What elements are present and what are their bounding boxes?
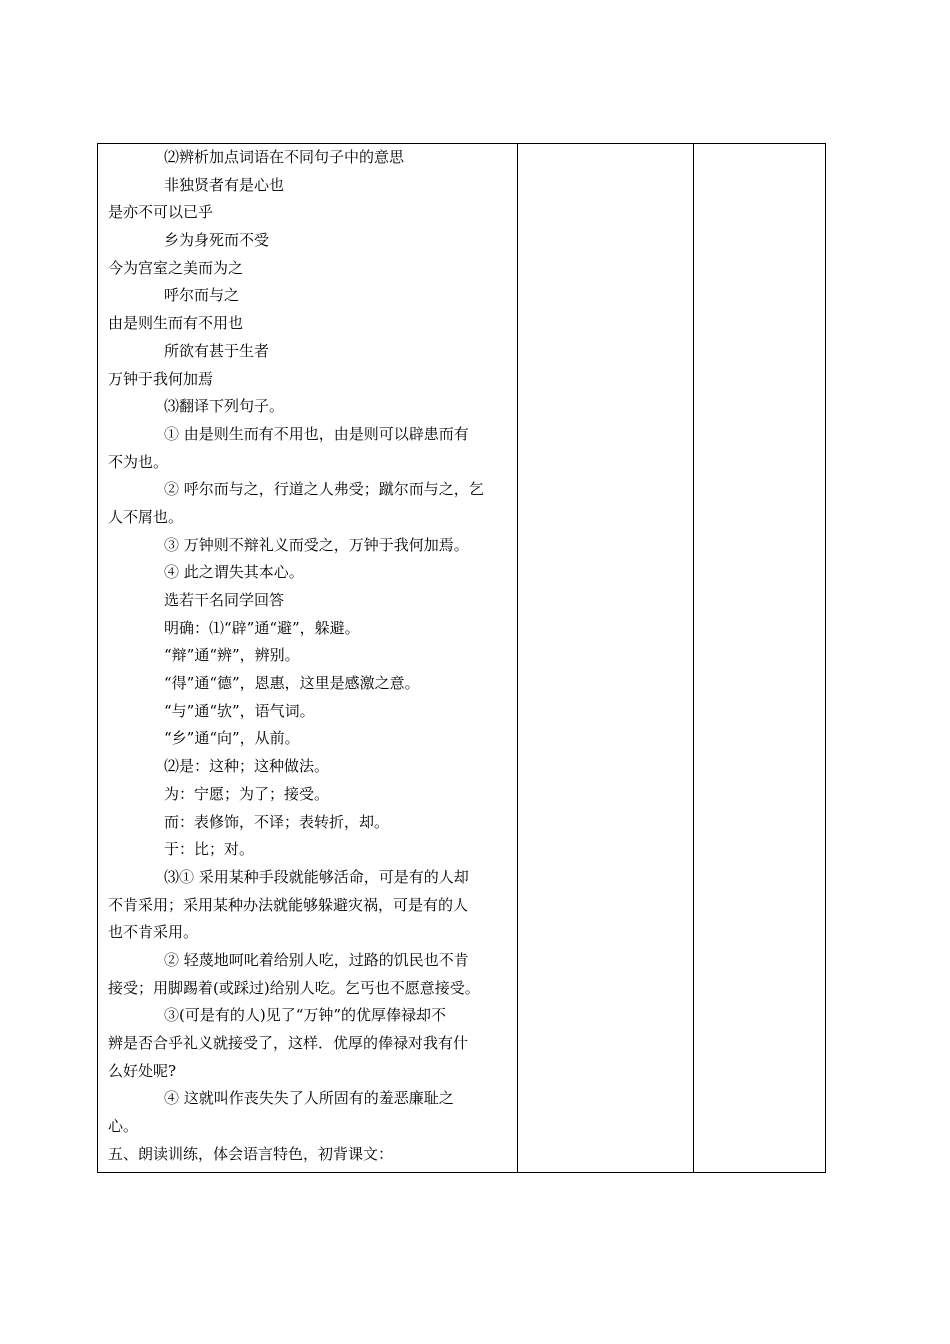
- text-line: 也不肯采用。: [108, 923, 199, 942]
- text-line: 呼尔而与之: [164, 286, 240, 305]
- text-line: ③(可是有的人)见了“万钟”的优厚俸禄却不: [164, 1006, 447, 1025]
- text-line: 人不屑也。: [108, 507, 184, 526]
- text-line: “乡”通“向”，从前。: [164, 729, 300, 748]
- text-line: ⑵辨析加点词语在不同句子中的意思: [164, 148, 405, 166]
- text-line: 所欲有甚于生者: [164, 341, 270, 360]
- text-line: 非独贤者有是心也: [164, 175, 285, 194]
- text-line: 乡为身死而不受: [164, 231, 270, 250]
- text-line: 么好处呢?: [108, 1061, 177, 1080]
- text-line: 为：宁愿；为了；接受。: [164, 784, 330, 803]
- column-divider: [693, 144, 694, 1172]
- text-line: “与”通“欤”，语气词。: [164, 701, 315, 720]
- text-line: 心。: [108, 1117, 139, 1136]
- text-line: “辩”通“辨”，辨别。: [164, 646, 300, 665]
- text-line: 而：表修饰，不译；表转折，却。: [164, 812, 390, 831]
- text-line: ② 呼尔而与之，行道之人弗受；蹴尔而与之，乞: [164, 480, 484, 499]
- text-line: ⑵是：这种；这种做法。: [164, 757, 330, 776]
- text-line: 辨是否合乎礼义就接受了，这样．优厚的俸禄对我有什: [108, 1034, 469, 1052]
- main-content-cell: [98, 144, 517, 1172]
- lesson-table: [97, 143, 826, 1173]
- text-line: 明确：⑴“辟”通“避”，躲避。: [164, 618, 360, 637]
- text-line: 是亦不可以已乎: [108, 203, 214, 222]
- text-line: ③ 万钟则不辩礼义而受之，万钟于我何加焉。: [164, 535, 469, 554]
- text-line: ④ 此之谓失其本心。: [164, 563, 304, 582]
- text-line: 不为也。: [108, 452, 169, 471]
- text-line: 于：比；对。: [164, 840, 255, 859]
- text-line: ⑶翻译下列句子。: [164, 397, 285, 416]
- text-line: ④ 这就叫作丧失失了人所固有的羞恶廉耻之: [164, 1089, 454, 1108]
- text-line: ② 轻蔑地呵叱着给别人吃，过路的饥民也不肯: [164, 950, 469, 969]
- text-line: 由是则生而有不用也: [108, 314, 244, 333]
- text-line: 今为宫室之美而为之: [108, 258, 244, 277]
- text-line: 不肯采用；采用某种办法就能够躲避灾祸，可是有的人: [108, 895, 469, 914]
- text-line: 接受；用脚踢着(或踩过)给别人吃。乞丐也不愿意接受。: [108, 978, 480, 997]
- text-line: ① 由是则生而有不用也，由是则可以辟患而有: [164, 424, 469, 443]
- text-line: 万钟于我何加焉: [108, 369, 214, 388]
- text-line: “得”通“德”，恩惠，这里是感激之意。: [164, 674, 420, 693]
- column-divider: [517, 144, 518, 1172]
- text-line: 五、朗读训练，体会语言特色，初背课文：: [108, 1144, 394, 1163]
- text-line: ⑶① 采用某种手段就能够活命，可是有的人却: [164, 867, 469, 886]
- text-line: 选若干名同学回答: [164, 591, 285, 609]
